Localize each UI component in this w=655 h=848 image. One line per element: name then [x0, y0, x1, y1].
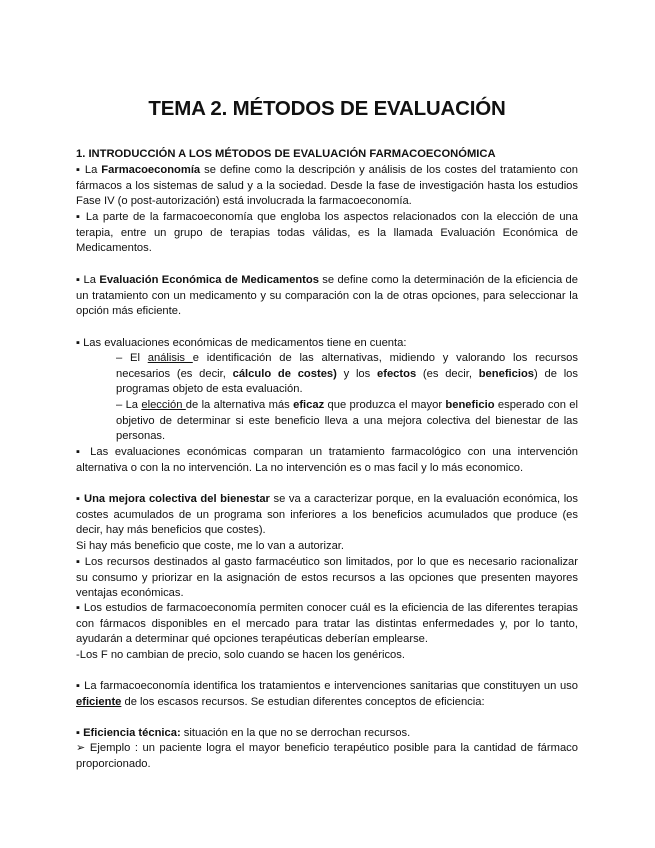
item-text: y los: [336, 367, 377, 380]
term-analisis: análisis: [147, 352, 193, 364]
paragraph-text: situación en la que no se derrochan recursos.: [180, 727, 411, 739]
paragraph-text: se define como la determinación de la eficiencia de un tratamiento con un medicamento y su comparación con la de otras opciones, para seleccionar la opción más eficiente.: [76, 274, 578, 318]
item-text: que produzca el mayor: [324, 399, 446, 411]
section-heading: 1. INTRODUCCIÓN A LOS MÉTODOS DE EVALUACIÓN FARMACOECONÓMICA: [76, 148, 496, 160]
paragraph-genericos: -Los F no cambian de precio, solo cuando se hacen los genéricos.: [76, 649, 405, 661]
paragraph-text: ▪ La farmacoeconomía identifica los tratamientos e intervenciones sanitarias que constituyen un uso: [76, 680, 578, 692]
term-eleccion: elección: [141, 399, 186, 411]
list-item-analisis: [116, 351, 578, 398]
item-text: e identificación de las alternativas, midiendo y valorando los recursos necesarios (es decir,: [116, 352, 578, 380]
paragraph-text: de los escasos recursos. Se estudian diferentes conceptos de eficiencia:: [121, 695, 485, 708]
paragraph-autorizar: Si hay más beneficio que coste, me lo van a autorizar.: [76, 540, 345, 552]
page-title: TEMA 2. MÉTODOS DE EVALUACIÓN: [148, 97, 506, 120]
paragraph-text: se define como la descripción y análisis de los costes del tratamiento con fármacos a los sistemas de salud y a la sociedad. Desde la fase de investigación hasta los estudios Fase IV (o post-autorización) está involucrada la farmacoeconomía.: [76, 164, 578, 208]
term-calculo-costes: cálculo de costes): [232, 367, 337, 380]
paragraph-evaluacion-economica: [76, 273, 578, 320]
paragraph-recursos-limitados: ▪ Los recursos destinados al gasto farmacéutico son limitados, por lo que es necesario racionalizar su consumo y priorizar en la asignación de estos recursos a las opciones que presenten mayores ventajas económicas.: [76, 556, 578, 600]
term-efectos: efectos: [377, 367, 417, 380]
paragraph-text: se va a caracterizar porque, en la evaluación económica, los costes acumulados de un programa son inferiores a los beneficios acumulados que produce (es decir, hay más beneficios que costes).: [76, 493, 578, 537]
paragraph-estudios-farmacoeconomia: ▪ Los estudios de farmacoeconomía permiten conocer cuál es la eficiencia de las diferentes terapias con fármacos disponibles en el mercado para tratar las distintas enfermedades y, por lo tanto, ayudarán a determinar qué opciones terapéuticas deberían emplearse.: [76, 602, 578, 646]
item-text: esperado con el objetivo de determinar si este beneficio lleva a una mejora colectiva del bienestar de las personas.: [116, 399, 578, 443]
item-text: – La: [116, 399, 142, 411]
paragraph-eficiente: [76, 679, 578, 710]
item-text: – El: [116, 352, 148, 364]
item-text: ) de los programas objeto de esta evaluación.: [116, 367, 578, 396]
bullet-text: ▪ La: [76, 274, 100, 286]
term-eficaz: eficaz: [293, 399, 325, 411]
term-mejora-colectiva: ▪ Una mejora colectiva del bienestar: [76, 493, 270, 505]
paragraph-eficiencia-tecnica: [76, 726, 578, 742]
paragraph-evaluaciones-tienen-en-cuenta: ▪ Las evaluaciones económicas de medicamentos tiene en cuenta:: [76, 337, 407, 349]
item-text: de la alternativa más: [185, 399, 294, 411]
paragraph-ejemplo: ➢ Ejemplo : un paciente logra el mayor beneficio terapéutico posible para la cantidad de fármaco proporcionado.: [76, 742, 578, 770]
list-item-eleccion: [116, 398, 578, 445]
paragraph-farmacoeconomia: [76, 163, 578, 210]
item-text: (es decir,: [416, 367, 479, 380]
paragraph-evaluacion-definition: ▪ La parte de la farmacoeconomía que engloba los aspectos relacionados con la elección de una terapia, entre un grupo de terapias todas válidas, es la llamada Evaluación Económica de Medicamentos.: [76, 211, 578, 255]
term-farmacoeconomia: Farmacoeconomía: [101, 164, 201, 176]
term-beneficios: beneficios: [478, 367, 535, 380]
paragraph-comparan: ▪ Las evaluaciones económicas comparan un tratamiento farmacológico con una intervención alternativa o con la no intervención. La no intervención es o mas facil y lo más economico.: [76, 446, 578, 474]
term-beneficio: beneficio: [445, 399, 495, 411]
term-eficiencia-tecnica: ▪ Eficiencia técnica:: [76, 727, 181, 739]
term-eficiente: eficiente: [76, 695, 122, 708]
term-evaluacion-economica: Evaluación Económica de Medicamentos: [99, 274, 319, 286]
paragraph-mejora-colectiva: [76, 492, 578, 539]
bullet-text: ▪ La: [76, 164, 102, 176]
